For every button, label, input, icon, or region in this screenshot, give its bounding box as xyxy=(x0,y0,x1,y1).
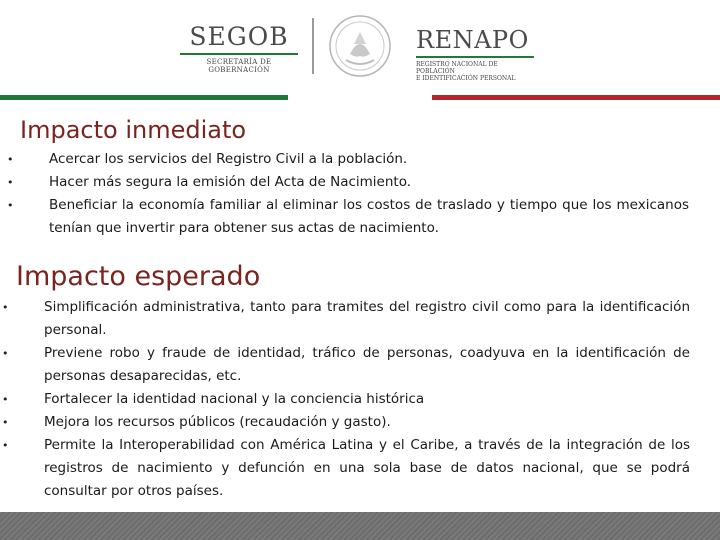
list-item: • Acercar los servicios del Registro Civil a la población. xyxy=(49,148,689,171)
list-item: • Previene robo y fraude de identidad, tráfico de personas, coadyuva en la identificación de personas desaparecidas, etc. xyxy=(44,342,690,388)
list-item: • Simplificación administrativa, tanto para tramites del registro civil como para la identificación personal. xyxy=(44,296,690,342)
green-stripe xyxy=(0,95,288,100)
segob-logo xyxy=(176,22,302,74)
segob-name: SEGOB xyxy=(189,22,289,51)
renapo-subtitle-2: E IDENTIFICACIÓN PERSONAL xyxy=(416,75,516,82)
list-item: • Hacer más segura la emisión del Acta de Nacimiento. xyxy=(49,171,689,194)
section-title-expected: Impacto esperado xyxy=(16,261,261,292)
list-item: • Permite la Interoperabilidad con América Latina y el Caribe, a través de la integración de los registros de nacimiento y defunción en una sola base de datos nacional, que se podrá consultar por otros países. xyxy=(44,434,690,503)
renapo-name: RENAPO xyxy=(416,26,529,54)
immediate-impact-list xyxy=(49,148,689,240)
section-title-immediate: Impacto inmediato xyxy=(20,116,247,144)
segob-subtitle: SECRETARÍA DE GOBERNACIÓN xyxy=(206,58,272,74)
list-item: • Beneficiar la economía familiar al eliminar los costos de traslado y tiempo que los mexicanos tenían que invertir para obtener sus actas de nacimiento. xyxy=(49,194,689,240)
header xyxy=(0,0,720,92)
red-stripe xyxy=(432,95,720,100)
segob-rule xyxy=(180,53,298,55)
list-item: • Mejora los recursos públicos (recaudación y gasto). xyxy=(44,411,690,434)
list-item: • Fortalecer la identidad nacional y la conciencia histórica xyxy=(44,388,690,411)
national-seal-icon xyxy=(328,14,392,78)
renapo-subtitle-1: REGISTRO NACIONAL DE POBLACIÓN xyxy=(416,61,498,75)
expected-impact-list xyxy=(44,296,690,503)
renapo-rule xyxy=(416,56,534,58)
renapo-logo xyxy=(416,26,538,82)
header-divider xyxy=(312,18,314,74)
footer-bar xyxy=(0,512,720,540)
